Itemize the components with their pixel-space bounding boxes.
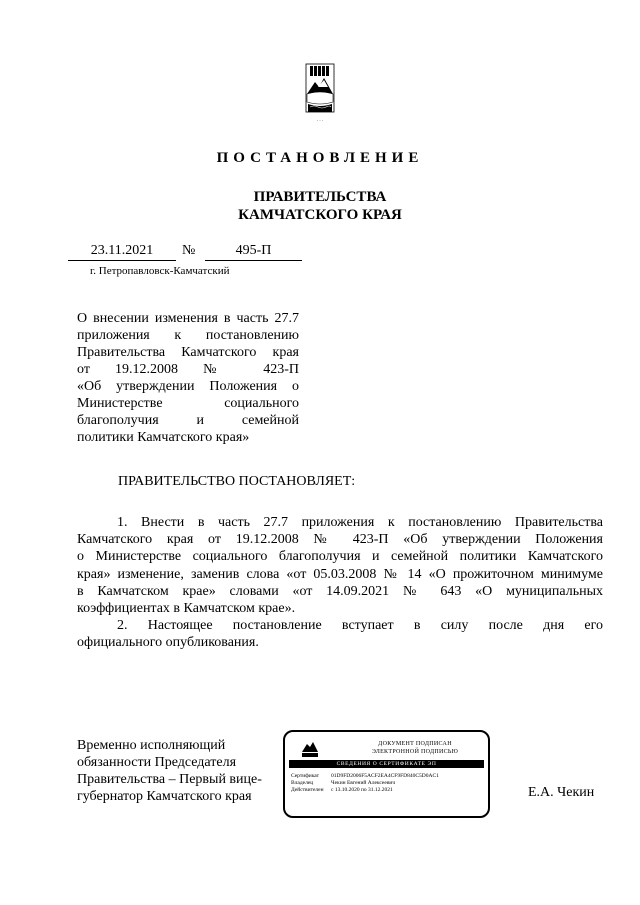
stamp-emblem-icon [301,738,319,758]
stamp-owner-row [291,780,395,787]
body-line: края» изменение, заменив слова «от 05.03.2008 № 14 «О прожиточном минимуме [77,566,603,582]
stamp-header-line: ЭЛЕКТРОННОЙ ПОДПИСЬЮ [371,749,459,755]
stamp-header-line: ДОКУМЕНТ ПОДПИСАН [378,741,452,747]
document-city: г. Петропавловск-Камчатский [90,265,230,277]
subject-line: О внесении изменения в часть 27.7 [77,311,299,326]
issuer-line-1: ПРАВИТЕЛЬСТВА [253,189,387,205]
body-line: 1. Внести в часть 27.7 приложения к постановлению Правительства [117,515,603,530]
position-line: обязанности Председателя [77,755,237,770]
subject-line: благополучия и семейной [77,413,299,428]
subject-line: политики Камчатского края» [77,430,250,445]
position-line: Правительства – Первый вице- [77,772,262,787]
body-line: Камчатского края от 19.12.2008 № 423-П «Об утверждении Положения [77,532,603,548]
document-date: 23.11.2021 [68,243,176,261]
number-sign: № [182,243,196,258]
subject-line: Министерстве социального [77,396,299,411]
body-line: официального опубликования. [77,635,259,651]
document-type-title: ПОСТАНОВЛЕНИЕ [216,150,424,166]
body-line: в Камчатском крае» словами «от 14.09.2021 № 643 «О муниципальных [77,583,603,599]
stamp-valid-value: с 13.10.2020 по 31.12.2021 [331,787,393,793]
subject-line: Правительства Камчатского края [77,345,299,360]
stamp-cert-value: 01D9FD2006F5ACF2EA4CF9FD840C5D0AC1 [331,773,439,779]
body-line: о Министерстве социального благополучия и семейной политики Камчатского [77,549,603,565]
document-body [77,514,603,652]
stamp-header [345,740,485,756]
svg-text:· · ·: · · · [316,118,324,123]
kamchatka-emblem-icon [300,60,340,130]
decree-phrase: ПРАВИТЕЛЬСТВО ПОСТАНОВЛЯЕТ: [118,474,356,489]
position-line: губернатор Камчатского края [77,789,252,804]
stamp-valid-label: Действителен [291,787,324,793]
body-line: 2. Настоящее постановление вступает в силу после дня его [117,618,603,634]
body-line: коэффициентах в Камчатском крае». [77,600,296,616]
stamp-certificate-bar: СВЕДЕНИЯ О СЕРТИФИКАТЕ ЭП [289,760,484,768]
subject-line: приложения к постановлению [77,328,299,343]
subject-line: от 19.12.2008 № 423-П [77,362,299,377]
stamp-owner-value: Чекин Евгений Алексеевич [331,780,396,786]
signatory-position [77,737,262,805]
stamp-owner-label: Владелец [291,780,314,786]
stamp-valid-row [291,787,393,794]
signatory-name: Е.А. Чекин [528,785,595,800]
issuer-line-2: КАМЧАТСКОГО КРАЯ [238,207,402,223]
document-number: 495-П [205,243,302,261]
stamp-cert-row [291,773,439,780]
position-line: Временно исполняющий [77,738,226,753]
stamp-cert-label: Сертификат [291,773,319,779]
electronic-signature-stamp [283,730,490,818]
document-subject [77,310,299,446]
subject-line: «Об утверждении Положения о [77,379,299,394]
issuer-name [0,188,640,224]
